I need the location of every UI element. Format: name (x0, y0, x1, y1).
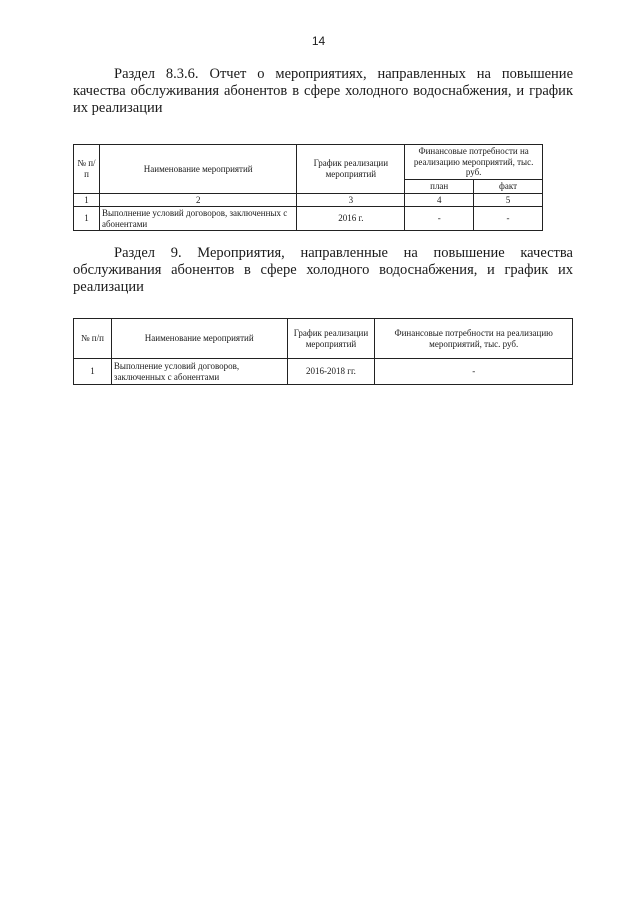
cell-name: Выполнение условий договоров, заключенных с абонентами (111, 359, 287, 385)
heading-line: Раздел 8.3.6. Отчет о мероприятиях, направленных на повышение (114, 66, 573, 82)
index-cell: 1 (74, 193, 100, 207)
section-9-heading (73, 245, 573, 296)
heading-line: Раздел 9. Мероприятия, направленные на повышение качества (114, 245, 573, 261)
cell-num: 1 (74, 359, 112, 385)
cell-fact: - (474, 207, 543, 231)
heading-line: качества обслуживания абонентов в сфере холодного водоснабжения, и график (73, 83, 573, 99)
index-cell: 5 (474, 193, 543, 207)
header-plan: план (405, 180, 474, 194)
cell-schedule: 2016 г. (297, 207, 405, 231)
header-finance: Финансовые потребности на реализацию мероприятий, тыс. руб. (375, 319, 573, 359)
table-row (74, 207, 543, 231)
cell-schedule: 2016-2018 гг. (287, 359, 375, 385)
table-row (74, 359, 573, 385)
header-schedule: График реализации мероприятий (297, 145, 405, 194)
cell-num: 1 (74, 207, 100, 231)
index-cell: 4 (405, 193, 474, 207)
cell-name: Выполнение условий договоров, заключенных с абонентами (99, 207, 297, 231)
cell-plan: - (405, 207, 474, 231)
index-row (74, 193, 543, 207)
index-cell: 3 (297, 193, 405, 207)
header-num: № п/п (74, 319, 112, 359)
header-name: Наименование мероприятий (99, 145, 297, 194)
section-8-3-6-heading (73, 66, 573, 117)
heading-line: обслуживания абонентов в сфере холодного водоснабжения, и график их (73, 262, 573, 278)
heading-line: их реализации (73, 100, 163, 116)
header-name: Наименование мероприятий (111, 319, 287, 359)
page-number: 14 (311, 34, 326, 48)
section-9-table (73, 318, 573, 385)
index-cell: 2 (99, 193, 297, 207)
header-fact: факт (474, 180, 543, 194)
heading-line: реализации (73, 279, 144, 295)
section-8-3-6-table (73, 144, 543, 231)
header-finance: Финансовые потребности на реализацию мероприятий, тыс. руб. (405, 145, 543, 180)
cell-finance: - (375, 359, 573, 385)
header-schedule: График реализации мероприятий (287, 319, 375, 359)
header-num: № п/п (74, 145, 100, 194)
